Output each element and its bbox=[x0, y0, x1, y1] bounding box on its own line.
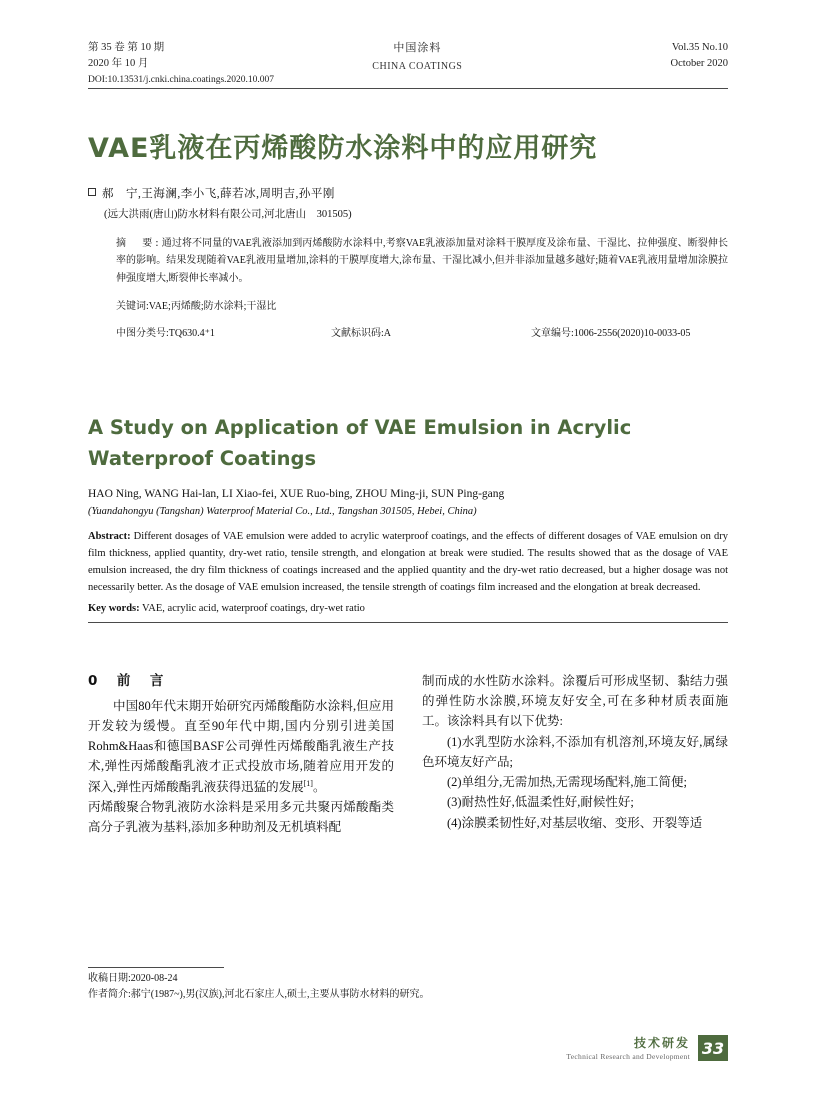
clc-number: 中图分类号:TQ630.4⁺1 bbox=[116, 328, 215, 340]
doi-line: DOI:10.13531/j.cnki.china.coatings.2020.10.007 bbox=[88, 74, 275, 85]
square-bullet-icon bbox=[88, 188, 96, 196]
footnote-divider bbox=[88, 967, 224, 968]
abstract-divider bbox=[88, 622, 728, 623]
issue-date-en: October 2020 bbox=[670, 57, 728, 69]
body-list-item-1: (1)水乳型防水涂料,不添加有机溶剂,环境友好,属绿色环境友好产品; bbox=[422, 734, 728, 769]
keywords-en bbox=[88, 603, 728, 614]
keywords-en-text: VAE, acrylic acid, waterproof coatings, dry-wet ratio bbox=[139, 602, 365, 614]
masthead-right bbox=[671, 40, 728, 72]
journal-name-en: CHINA COATINGS bbox=[372, 60, 463, 72]
body-list-item-3: (3)耐热性好,低温柔性好,耐候性好; bbox=[447, 795, 634, 810]
abstract-cn-text: 通过将不同量的VAE乳液添加到丙烯酸防水涂料中,考察VAE乳液添加量对涂料干膜厚度及涂布量、干湿比、拉伸强度、断裂伸长率的影响。结果发现随着VAE乳液用量增加,涂料的干膜厚度增大,涂布量、干湿比减小,但并非添加量越多越好;随着VAE乳液用量增加涂膜拉伸强度增大,断裂伸长率减小。 bbox=[116, 237, 729, 284]
issue-date-cn: 2020 年 10 月 bbox=[88, 57, 149, 69]
keywords-cn: 关键词:VAE;丙烯酸;防水涂料;干湿比 bbox=[116, 301, 277, 313]
received-date: 收稿日期:2020-08-24 bbox=[88, 973, 178, 984]
header-divider bbox=[88, 88, 728, 89]
masthead-center bbox=[372, 40, 462, 74]
body-list-item-4: (4)涂膜柔韧性好,对基层收缩、变形、开裂等适 bbox=[447, 815, 703, 830]
body-paragraph-1-text: 中国80年代末期开始研究丙烯酸酯防水涂料,但应用开发较为缓慢。直至90年代中期,国内分别引进美国Rohm&Haas和德国BASF公司弹性丙烯酸酯乳液生产技术,弹性丙烯酸酯乳液才正式投放市场,随着应用开发的深入,弹性丙烯酸酯乳液获得迅猛的发展 bbox=[88, 698, 394, 794]
abstract-cn bbox=[88, 235, 728, 288]
abstract-en bbox=[88, 528, 728, 596]
footer-section-cn: 技术研发 bbox=[633, 1036, 690, 1050]
footer-section-en: Technical Research and Development bbox=[566, 1052, 690, 1061]
authors-en: HAO Ning, WANG Hai-lan, LI Xiao-fei, XUE Ruo-bing, ZHOU Ming-ji, SUN Ping-gang bbox=[88, 487, 505, 500]
section-heading-0: 0 前 言 bbox=[88, 672, 167, 689]
article-metadata-cn bbox=[88, 324, 728, 339]
abstract-en-text: Different dosages of VAE emulsion were added to acrylic waterproof coatings, and the effects of different dosages of VAE emulsion on dry film thickness, applied quantity, dry-wet ratio, tensile strength, and elongation at break were studied. The results showed that as the dosage of VAE emulsion increased, the dry film thickness of coatings increased and the applied quantity and the dry-wet ratio decreased, but a higher dosage was not necessarily better. As the dosage of VAE emulsion increased, the tensile strength of coatings film increased and the elongation at break decreased. bbox=[88, 530, 728, 593]
keywords-en-label: Key words: bbox=[88, 602, 140, 614]
page-number: 33 bbox=[698, 1035, 728, 1061]
article-body bbox=[88, 671, 728, 838]
affiliation-cn: (远大洪雨(唐山)防水材料有限公司,河北唐山 301505) bbox=[104, 208, 352, 220]
footer-section-label bbox=[566, 1034, 690, 1061]
body-paragraph-1-end: 。 bbox=[312, 779, 326, 794]
footnotes bbox=[88, 967, 430, 1003]
author-bio: 作者简介:郝宁(1987~),男(汉族),河北石家庄人,硕士,主要从事防水材料的研究。 bbox=[88, 989, 430, 1000]
body-paragraph-2: 丙烯酸聚合物乳液防水涂料是采用多元共聚丙烯酸酯类高分子乳液为基料,添加多种助剂及无机填料配 bbox=[88, 799, 394, 835]
column-left bbox=[88, 671, 394, 838]
body-paragraph-3: 制而成的水性防水涂料。涂覆后可形成坚韧、黏结力强的弹性防水涂膜,环境友好安全,可在多种材质表面施工。该涂料具有以下优势: bbox=[422, 673, 728, 729]
authors-cn-text: 郝 宁,王海澜,李小飞,薛若冰,周明吉,孙平刚 bbox=[102, 187, 335, 200]
masthead bbox=[88, 40, 728, 74]
abstract-en-label: Abstract: bbox=[88, 530, 131, 542]
page-title-cn: VAE乳液在丙烯酸防水涂料中的应用研究 bbox=[88, 132, 598, 164]
page-footer bbox=[566, 1034, 728, 1061]
document-code: 文献标识码:A bbox=[331, 328, 391, 340]
column-right bbox=[422, 671, 728, 838]
authors-cn bbox=[88, 185, 728, 201]
volume-issue-en: Vol.35 No.10 bbox=[671, 42, 728, 53]
article-id: 文章编号:1006-2556(2020)10-0033-05 bbox=[531, 328, 691, 340]
affiliation-en: (Yuandahongyu (Tangshan) Waterproof Material Co., Ltd., Tangshan 301505, Hebei, China) bbox=[88, 505, 477, 517]
abstract-cn-label: 摘 要: bbox=[116, 237, 162, 249]
journal-name-cn: 中国涂料 bbox=[393, 42, 442, 54]
body-paragraph-1 bbox=[88, 696, 394, 797]
masthead-left bbox=[88, 40, 164, 72]
citation-ref-1: [1] bbox=[303, 778, 313, 788]
volume-issue: 第 35 卷 第 10 期 bbox=[88, 42, 165, 53]
english-block bbox=[88, 413, 728, 613]
body-list-item-2: (2)单组分,无需加热,无需现场配料,施工简便; bbox=[447, 775, 687, 790]
page-title-en: A Study on Application of VAE Emulsion in Acrylic Waterproof Coatings bbox=[88, 416, 632, 470]
